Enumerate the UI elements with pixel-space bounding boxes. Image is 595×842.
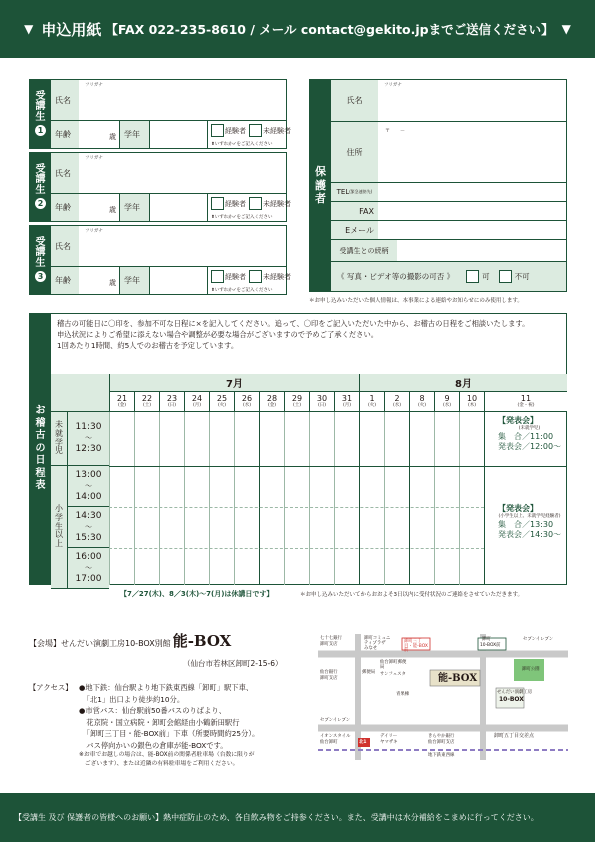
day-number: 1 <box>369 394 375 403</box>
map-label: 卸町支店 <box>320 676 338 681</box>
map-label: 卸町五丁目交差点 <box>494 733 535 739</box>
inexperienced-label: 未経験者 <box>263 126 291 135</box>
day-header <box>234 392 259 412</box>
time-slot <box>67 466 109 507</box>
availability-cell[interactable] <box>209 507 234 548</box>
availability-cell[interactable] <box>459 548 484 589</box>
weekday: (月) <box>342 403 351 408</box>
availability-cell[interactable] <box>259 412 284 466</box>
map-label: 地下鉄東西線 <box>428 753 455 758</box>
arrow-up-icon: ⬆ <box>211 215 215 220</box>
student-name-row <box>51 153 286 194</box>
experienced-checkbox[interactable] <box>211 124 224 137</box>
performance-sub: (未就学児) <box>518 426 541 431</box>
map-label: 卸町支店 <box>320 642 338 647</box>
availability-cell[interactable] <box>159 412 184 466</box>
day-number: 23 <box>166 394 178 403</box>
venue-info <box>29 630 283 668</box>
postal-mark: 〒 － <box>385 128 406 134</box>
experience-cell <box>207 267 291 294</box>
time-slot <box>67 548 109 589</box>
intro-line: 1回あたり1時間、約5人でのお稽古を予定しています。 <box>57 341 239 351</box>
day-number: 9 <box>444 394 450 403</box>
access-line: ございます）、または近隣の有料駐車場をご利用ください。 <box>79 761 239 767</box>
availability-cell[interactable] <box>184 412 209 466</box>
availability-cell[interactable] <box>384 507 409 548</box>
student-name-field[interactable] <box>79 80 286 120</box>
student-age-row <box>51 121 291 148</box>
map-label: 卸町公園 <box>522 667 540 672</box>
student-side-label: 受 講 生 1 <box>30 80 51 148</box>
availability-cell[interactable] <box>284 548 309 589</box>
schedule-intro <box>57 318 529 351</box>
availability-cell[interactable] <box>409 412 434 466</box>
check-note: ⬆いずれか✓をご記入ください <box>211 142 273 147</box>
availability-cell[interactable] <box>184 466 209 507</box>
experienced-checkbox[interactable] <box>211 270 224 283</box>
map-label: 郵便局 <box>362 670 376 675</box>
map-label: 卸町 <box>482 637 491 642</box>
time-start: 16:00 <box>75 551 102 562</box>
performance-gather: 集 合／11:00 <box>498 432 554 441</box>
availability-cell[interactable] <box>109 548 134 589</box>
time-end: 14:00 <box>75 491 102 502</box>
guardian-email-row <box>331 221 566 240</box>
access-line: ※お車でお越しの場合は、能-BOX前の関係者駐車場（台数に限りが <box>79 752 255 758</box>
map-label: 仙台卸町支店 <box>428 740 455 745</box>
day-header <box>334 392 359 412</box>
student-age-label: 年齢 <box>51 121 79 148</box>
day-number: 2 <box>394 394 400 403</box>
availability-cell[interactable] <box>334 548 359 589</box>
performance-show: 発表会／14:30～ <box>498 530 562 539</box>
weekday: (木) <box>467 403 476 408</box>
guardian-name-field[interactable] <box>378 80 566 121</box>
row-divider <box>484 466 567 467</box>
map-label: 七十七銀行 <box>320 636 342 641</box>
footer-bar <box>0 793 595 842</box>
map-label: せんだい演劇工房 <box>497 690 533 695</box>
performance-sub: (小学生以上、未就学児経験者) <box>498 514 561 519</box>
day-header <box>284 392 309 412</box>
performance-title: 【発表会】 <box>498 416 538 425</box>
student-section <box>29 152 291 222</box>
availability-cell[interactable] <box>159 466 184 507</box>
availability-cell[interactable] <box>109 412 134 466</box>
header-bar <box>0 0 595 58</box>
footer-text: 【受講生 及び 保護者の皆様へのお願い】熱中症防止のため、各自飲み物をご持参ください。また、受講中は水分補給をこまめに行ってください。 <box>14 813 539 822</box>
intro-line: 申込状況によりご希望に添えない場合や調整が必要な場合がございますので予めご了承ください。 <box>57 330 379 340</box>
weekday: (日) <box>317 403 326 408</box>
availability-cell[interactable] <box>134 548 159 589</box>
availability-cell[interactable] <box>409 507 434 548</box>
month-header: 7月 <box>109 374 359 392</box>
availability-cell[interactable] <box>459 507 484 548</box>
availability-cell[interactable] <box>359 507 384 548</box>
day-header <box>259 392 284 412</box>
time-slot <box>67 507 109 548</box>
map-label: デイリー <box>380 734 398 739</box>
day-header <box>459 392 484 412</box>
performance-info-preschool <box>498 416 561 452</box>
availability-cell[interactable] <box>384 548 409 589</box>
privacy-note: ＊お申し込みいただいた個人情報は、本事業による連絡やお知らせにのみ使用します。 <box>309 298 523 304</box>
inexperienced-checkbox[interactable] <box>249 197 262 210</box>
student-section <box>29 225 291 295</box>
availability-cell[interactable] <box>309 507 334 548</box>
time-separator: ～ <box>85 563 92 572</box>
guardian-tel-label: TEL (緊急連絡先) <box>331 183 378 201</box>
availability-cell[interactable] <box>434 548 459 589</box>
student-number: 2 <box>35 198 46 209</box>
student-grade-field[interactable] <box>149 194 207 221</box>
day-number: 26 <box>241 394 253 403</box>
student-name-label: 氏名 <box>51 226 79 266</box>
guardian-section <box>309 79 567 292</box>
availability-cell[interactable] <box>459 466 484 507</box>
availability-cell[interactable] <box>259 507 284 548</box>
day-header <box>384 392 409 412</box>
experienced-label: 経験者 <box>225 126 246 135</box>
day-number: 24 <box>191 394 203 403</box>
day-number: 11 <box>520 394 532 403</box>
day-number: 29 <box>291 394 303 403</box>
map-label: 10-BOX前 <box>480 643 501 648</box>
student-number: 3 <box>35 271 46 282</box>
student-section <box>29 79 291 149</box>
access-line: 花京院・国立病院・卸町会館経由小鶴新田駅行 <box>79 717 240 727</box>
guardian-address-field[interactable] <box>378 122 566 182</box>
student-grade-field[interactable] <box>149 267 207 294</box>
day-header <box>209 392 234 412</box>
availability-cell[interactable] <box>159 507 184 548</box>
guardian-address-label: 住所 <box>331 122 378 182</box>
check-note: ⬆いずれか✓をご記入ください <box>211 215 273 220</box>
availability-cell[interactable] <box>359 412 384 466</box>
student-side-label: 受 講 生 2 <box>30 153 51 221</box>
performance-title: 【発表会】 <box>498 504 538 513</box>
photo-consent-row <box>331 262 566 291</box>
experienced-checkbox[interactable] <box>211 197 224 210</box>
day-number: 31 <box>341 394 353 403</box>
venue-label: 【会場】 <box>29 639 61 648</box>
venue-name: せんだい演劇工房10-BOX別館 <box>61 639 171 648</box>
map-label: セブンイレブン <box>523 637 554 642</box>
student-name-label: 氏名 <box>51 153 79 193</box>
triangle-down-icon: ▼ <box>561 22 571 36</box>
photo-consent-label: 《 写真・ビデオ等の撮影の可否 》 <box>337 272 455 281</box>
furigana-label: フリガナ <box>85 156 103 161</box>
map-label: きらやか銀行 <box>428 734 455 739</box>
guardian-relation-label: 受講生との続柄 <box>331 240 397 261</box>
holiday-note: 【7／27(木)、8／3(木)～7(月)は休講日です】 <box>120 590 274 598</box>
time-end: 12:30 <box>75 444 102 454</box>
map-label: 北1 <box>359 740 367 745</box>
time-start: 11:30 <box>75 422 102 432</box>
photo-no-label: 不可 <box>514 272 530 281</box>
day-number: 21 <box>116 394 128 403</box>
experienced-label: 経験者 <box>225 199 246 208</box>
student-name-row <box>51 226 286 267</box>
student-number: 1 <box>35 125 46 136</box>
weekday: (土) <box>142 403 151 408</box>
availability-cell[interactable] <box>209 548 234 589</box>
day-header <box>134 392 159 412</box>
performance-gather: 集 合／13:30 <box>498 520 554 529</box>
availability-cell[interactable] <box>184 548 209 589</box>
student-name-field[interactable] <box>79 226 286 266</box>
availability-cell[interactable] <box>309 548 334 589</box>
guardian-tel-field[interactable] <box>378 183 566 201</box>
arrow-up-icon: ⬆ <box>211 288 215 293</box>
time-start: 14:30 <box>75 510 102 521</box>
time-end: 17:00 <box>75 573 102 584</box>
weekday: (火) <box>367 403 376 408</box>
access-map <box>318 634 568 760</box>
day-header <box>434 392 459 412</box>
guardian-email-field[interactable] <box>378 221 566 239</box>
availability-cell[interactable] <box>109 466 134 507</box>
map-label: 仙台卸町 <box>320 740 338 745</box>
map-label: セブンイレブン <box>320 718 351 723</box>
inexperienced-checkbox[interactable] <box>249 270 262 283</box>
availability-cell[interactable] <box>134 507 159 548</box>
weekday: (金) <box>117 403 126 408</box>
guardian-relation-field[interactable] <box>397 240 566 261</box>
map-label: サンフェスタ <box>380 672 406 677</box>
availability-cell[interactable] <box>159 548 184 589</box>
weekday: (土) <box>292 403 301 408</box>
weekday: (水) <box>392 403 401 408</box>
map-label: 卸町コミュニティプラザ <box>364 636 391 646</box>
student-grade-label: 学年 <box>119 121 149 148</box>
availability-cell[interactable] <box>384 466 409 507</box>
weekday: (水) <box>242 403 251 408</box>
guardian-address-row <box>331 122 566 183</box>
map-label: ヤマザキ <box>380 740 398 745</box>
check-note: ⬆いずれか✓をご記入ください <box>211 288 273 293</box>
availability-cell[interactable] <box>434 466 459 507</box>
time-separator: ～ <box>85 481 92 490</box>
photo-no-checkbox[interactable] <box>499 270 512 283</box>
map-label: 仙台銀行 <box>320 670 338 675</box>
performance-info-elementary <box>498 504 561 540</box>
access-line: バス停向かいの銀色の倉庫が能-BOXです。 <box>79 740 228 750</box>
day-header <box>159 392 184 412</box>
day-header <box>184 392 209 412</box>
schedule-grid <box>51 374 567 585</box>
furigana-label: フリガナ <box>85 229 103 234</box>
map-label: イオンスタイル <box>320 734 351 739</box>
day-number: 8 <box>419 394 425 403</box>
access-line: 「北1」出口より徒歩約10分。 <box>79 694 185 704</box>
weekday: (火) <box>217 403 226 408</box>
month-header: 8月 <box>359 374 567 392</box>
student-age-label: 年齢 <box>51 267 79 294</box>
experienced-label: 経験者 <box>225 272 246 281</box>
form-title: 申込用紙 <box>41 20 102 39</box>
student-age-row <box>51 267 291 294</box>
availability-cell[interactable] <box>359 466 384 507</box>
schedule-section <box>29 313 567 585</box>
guardian-fax-field[interactable] <box>378 202 566 220</box>
availability-cell[interactable] <box>309 412 334 466</box>
availability-cell[interactable] <box>284 412 309 466</box>
availability-cell[interactable] <box>434 507 459 548</box>
availability-cell[interactable] <box>234 507 259 548</box>
time-separator: ～ <box>85 522 92 531</box>
guardian-email-label: Eメール <box>331 221 378 239</box>
guardian-relation-row <box>331 240 566 262</box>
availability-cell[interactable] <box>334 466 359 507</box>
day-number: 22 <box>141 394 153 403</box>
furigana-label: フリガナ <box>384 83 402 88</box>
day-header <box>309 392 334 412</box>
contact-info: 【FAX 022-235-8610 / メール contact@gekito.jpまでご送信ください】 <box>105 22 554 37</box>
age-unit: 歳 <box>109 206 116 214</box>
availability-cell[interactable] <box>209 412 234 466</box>
availability-cell[interactable] <box>359 548 384 589</box>
day-header <box>109 392 134 412</box>
group-label: 小 学 生 以 上 <box>51 466 67 589</box>
weekday: (月) <box>192 403 201 408</box>
arrow-up-icon: ⬆ <box>211 142 215 147</box>
inexperienced-label: 未経験者 <box>263 199 291 208</box>
day-number: 30 <box>316 394 328 403</box>
grid-corner <box>51 374 109 412</box>
availability-cell[interactable] <box>459 412 484 466</box>
time-slot <box>67 412 109 466</box>
map-label: 10-BOX <box>499 696 524 703</box>
weekday: (火) <box>417 403 426 408</box>
student-name-label: 氏名 <box>51 80 79 120</box>
map-label: 仙台卸町郵便局 <box>380 660 407 670</box>
time-end: 15:30 <box>75 532 102 543</box>
availability-cell[interactable] <box>234 412 259 466</box>
age-unit: 歳 <box>109 279 116 287</box>
furigana-label: フリガナ <box>85 83 103 88</box>
day-number: 28 <box>266 394 278 403</box>
guardian-name-label: 氏名 <box>331 80 378 121</box>
map-label: みなせ <box>364 646 378 651</box>
photo-yes-checkbox[interactable] <box>466 270 479 283</box>
availability-cell[interactable] <box>184 507 209 548</box>
experience-cell <box>207 194 291 221</box>
student-grade-label: 学年 <box>119 267 149 294</box>
time-separator: ～ <box>85 434 92 442</box>
inexperienced-checkbox[interactable] <box>249 124 262 137</box>
triangle-down-icon: ▼ <box>24 22 34 36</box>
student-name-row <box>51 80 286 121</box>
reply-note: ＊お申し込みいただいてからおおよそ3日以内に受付状況のご連絡をさせていただきます。 <box>300 592 524 598</box>
map-label: 青果棟 <box>396 692 410 697</box>
student-grade-field[interactable] <box>149 121 207 148</box>
availability-cell[interactable] <box>234 466 259 507</box>
availability-cell[interactable] <box>259 548 284 589</box>
weekday: (金) <box>267 403 276 408</box>
day-number: 25 <box>216 394 228 403</box>
day-header <box>409 392 434 412</box>
guardian-fax-row <box>331 202 566 221</box>
access-line: 「卸町三丁目・能-BOX前」下車（所要時間約25分）。 <box>79 729 260 738</box>
availability-cell[interactable] <box>234 548 259 589</box>
availability-cell[interactable] <box>334 412 359 466</box>
student-age-row <box>51 194 291 221</box>
experience-cell <box>207 121 291 148</box>
day-divider <box>484 412 485 585</box>
venue-big-name: 能-BOX <box>172 632 232 650</box>
availability-cell[interactable] <box>409 548 434 589</box>
schedule-side-label: お 稽 古 の 日 程 表 <box>30 314 51 584</box>
availability-cell[interactable] <box>384 412 409 466</box>
student-name-field[interactable] <box>79 153 286 193</box>
age-unit: 歳 <box>109 133 116 141</box>
access-label: 【アクセス】 <box>29 683 73 692</box>
guardian-tel-row <box>331 183 566 202</box>
availability-cell[interactable] <box>309 466 334 507</box>
access-line: ●市営バス：仙台駅前50番バスのりばより、 <box>79 706 226 715</box>
map-label: 卸町三丁目・能-BOX前 <box>404 639 428 653</box>
guardian-fax-label: FAX <box>331 202 378 220</box>
availability-cell[interactable] <box>209 466 234 507</box>
student-grade-label: 学年 <box>119 194 149 221</box>
performance-show: 発表会／12:00～ <box>498 442 562 451</box>
availability-cell[interactable] <box>409 466 434 507</box>
time-start: 13:00 <box>75 469 102 480</box>
map-label: 能-BOX <box>438 673 478 684</box>
inexperienced-label: 未経験者 <box>263 272 291 281</box>
weekday: (水) <box>442 403 451 408</box>
availability-cell[interactable] <box>109 507 134 548</box>
availability-cell[interactable] <box>259 466 284 507</box>
photo-yes-label: 可 <box>482 272 490 281</box>
guardian-side-label: 保 護 者 <box>310 80 331 291</box>
availability-cell[interactable] <box>434 412 459 466</box>
intro-line: 稽古の可能日に〇印を、参加不可な日程に×を記入してください。追って、〇印をご記入いただいた中から、お稽古の日程をご相談いたします。 <box>57 319 530 328</box>
student-side-label: 受 講 生 3 <box>30 226 51 294</box>
availability-cell[interactable] <box>284 507 309 548</box>
access-line: ●地下鉄：仙台駅より地下鉄東西線「卸町」駅下車、 <box>79 683 254 692</box>
group-label: 未 就 学 児 <box>51 412 67 466</box>
guardian-name-row <box>331 80 566 122</box>
weekday: (金・祝) <box>517 403 535 408</box>
venue-address: （仙台市若林区卸町2-15-6） <box>183 659 283 668</box>
day-number: 10 <box>466 394 478 403</box>
availability-cell[interactable] <box>334 507 359 548</box>
day-header <box>484 392 567 412</box>
weekday: (日) <box>167 403 176 408</box>
availability-cell[interactable] <box>134 466 159 507</box>
student-age-label: 年齢 <box>51 194 79 221</box>
availability-cell[interactable] <box>134 412 159 466</box>
day-header <box>359 392 384 412</box>
availability-cell[interactable] <box>284 466 309 507</box>
